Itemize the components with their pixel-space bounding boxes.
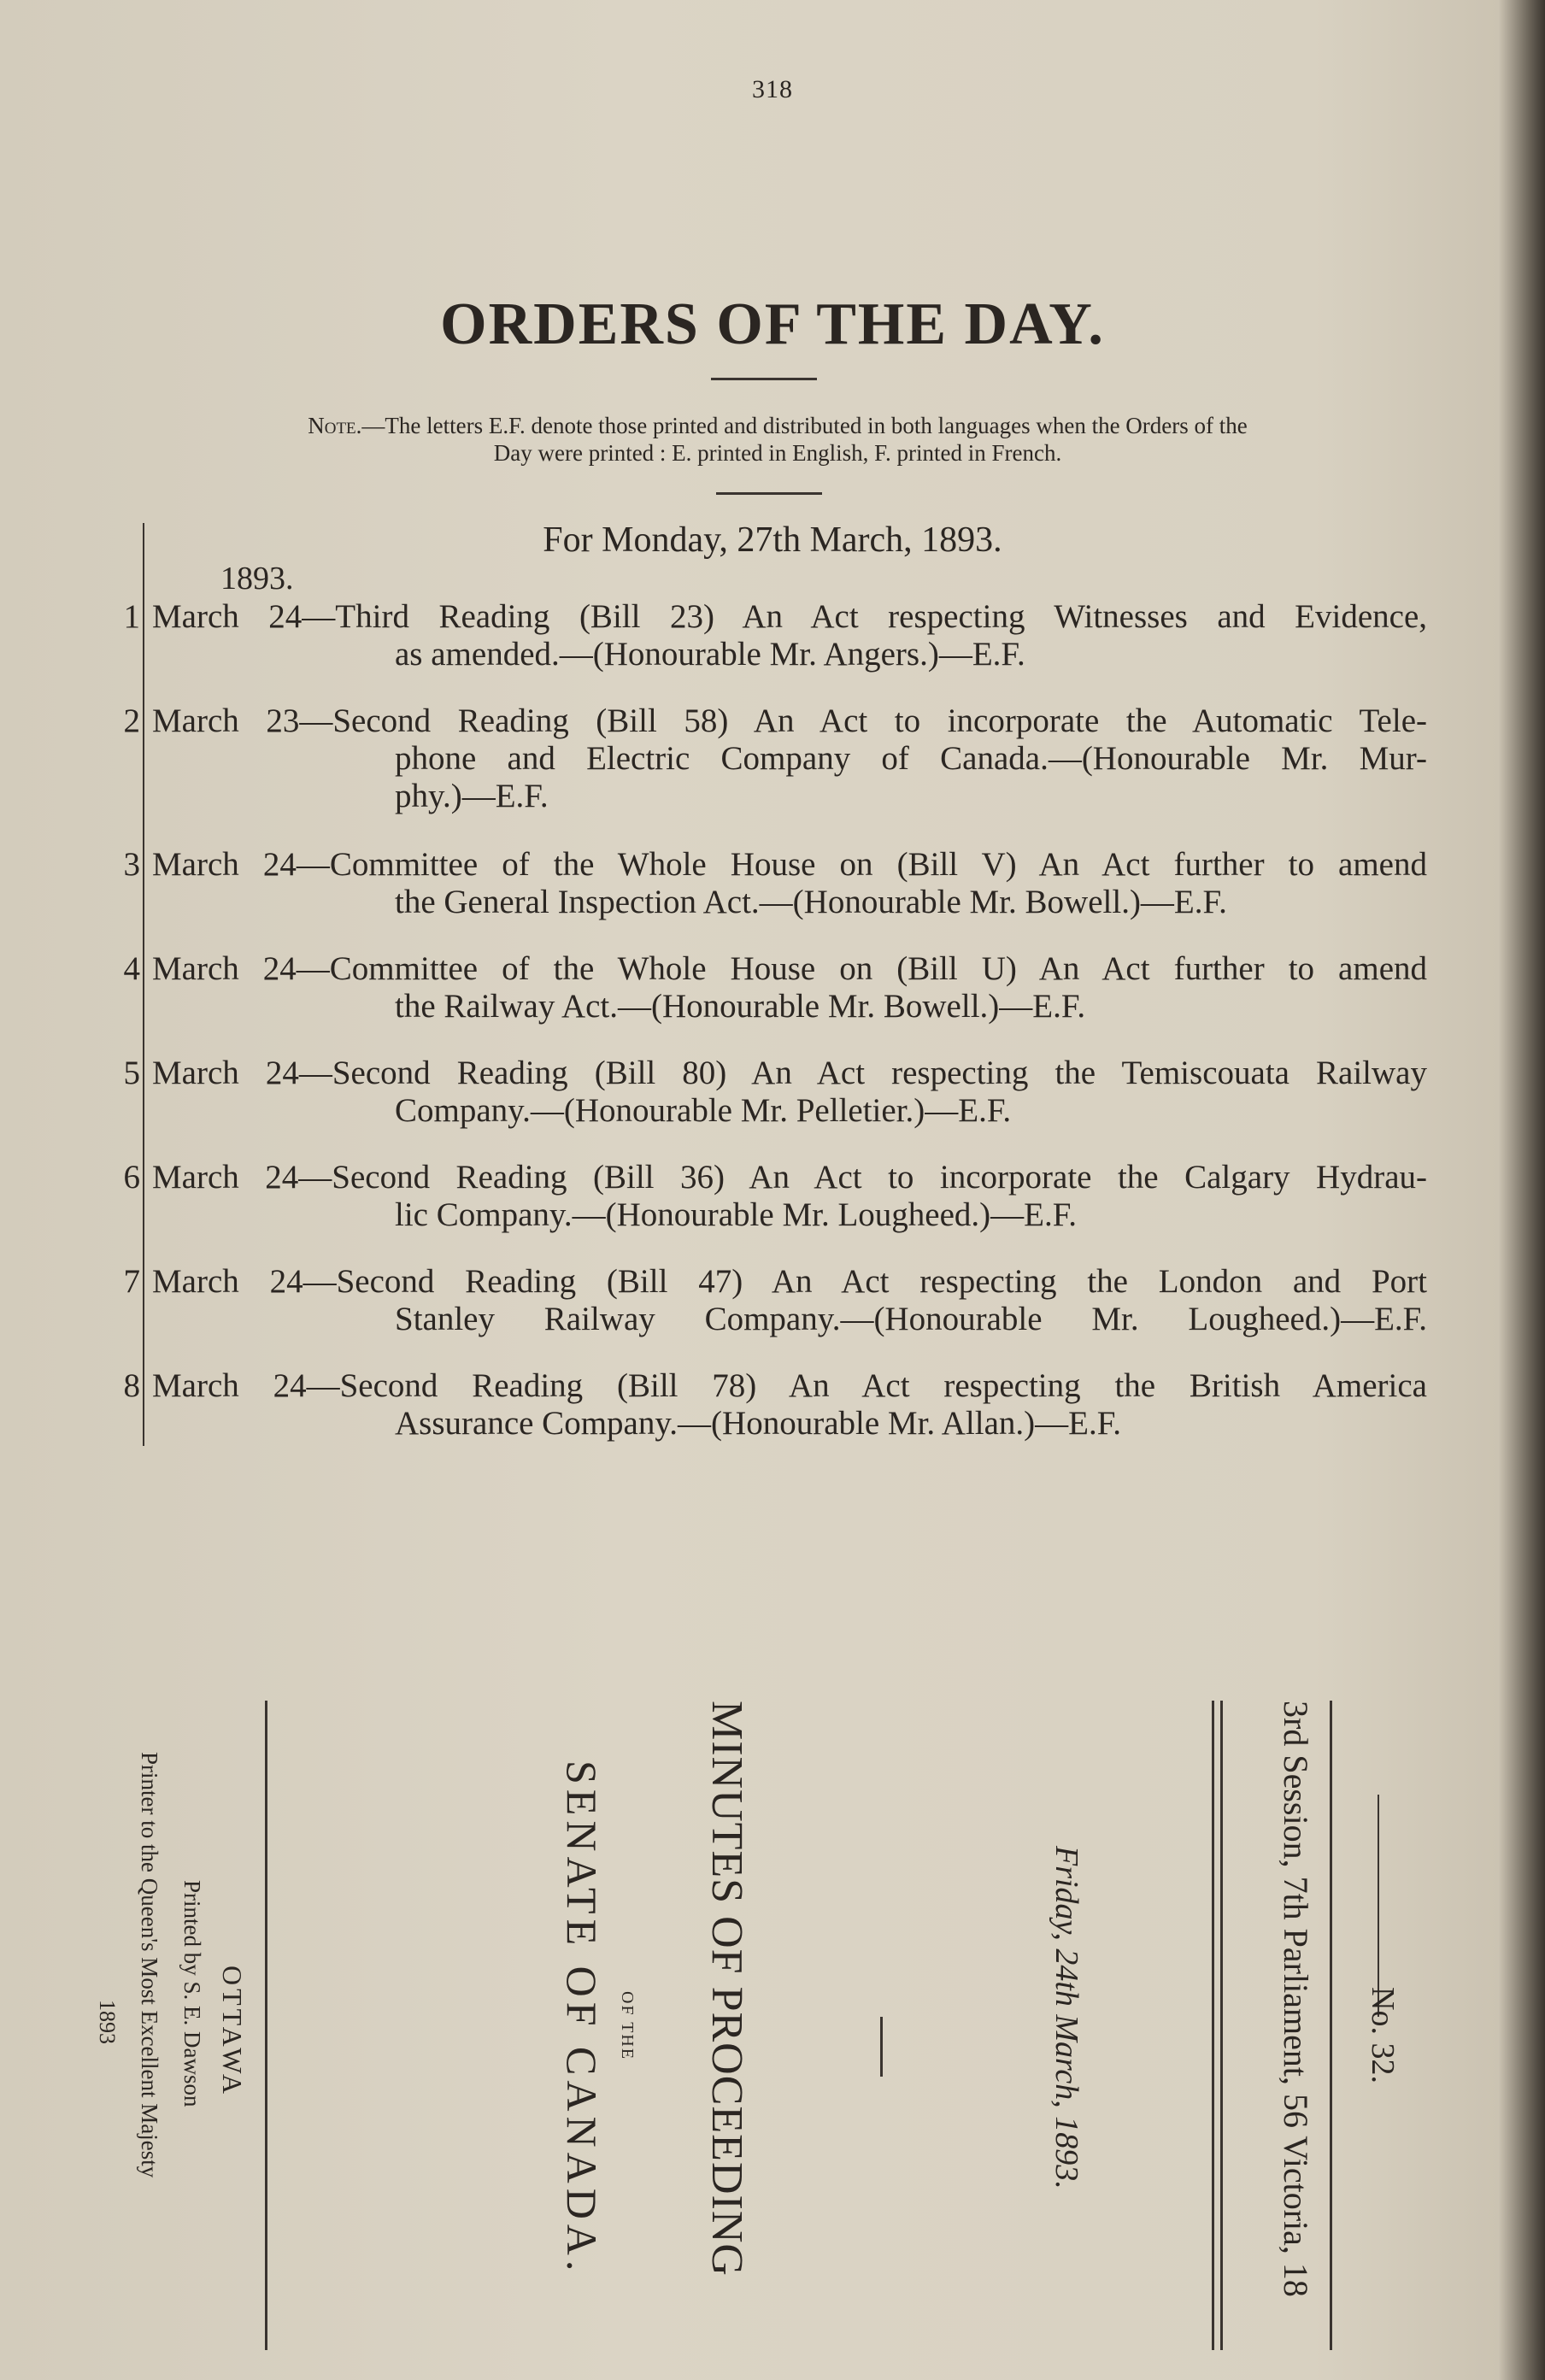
cover-border-right — [1212, 1701, 1214, 2350]
cover-of-the: OF THE — [618, 1991, 637, 2061]
order-text — [152, 950, 1427, 1025]
order-line: Assurance Company.—(Honourable Mr. Allan.)—E.F. — [395, 1405, 1122, 1442]
order-number: 6 — [123, 1159, 140, 1196]
order-text — [152, 1055, 1427, 1130]
year-label: 1893. — [220, 561, 294, 596]
cover-number-rule — [1378, 1795, 1379, 2017]
date-header: For Monday, 27th March, 1893. — [543, 520, 1002, 560]
order-line: phone and Electric Company of Canada.—(Honourable Mr. Mur- — [395, 740, 1427, 777]
note-label: Note. — [308, 413, 362, 438]
order-number: 2 — [123, 702, 140, 739]
cover-printer: Printer to the Queen's Most Excellent Majesty — [137, 1752, 162, 2178]
cover-border-right-double — [1220, 1701, 1223, 2350]
order-number: 8 — [123, 1367, 140, 1404]
order-text — [152, 1159, 1427, 1234]
title-rule — [711, 378, 817, 380]
order-text — [152, 1367, 1427, 1443]
cover-year: 1893 — [95, 2000, 120, 2044]
margin-rule — [143, 523, 144, 1446]
order-number: 5 — [123, 1055, 140, 1091]
note — [128, 412, 1427, 467]
order-line: March 24—Committee of the Whole House on (Bill V) An Act further to amend — [152, 846, 1427, 883]
order-line: March 24—Second Reading (Bill 47) An Act respecting the London and Port — [152, 1263, 1427, 1300]
order-number: 7 — [123, 1263, 140, 1300]
order-number: 4 — [123, 950, 140, 987]
cover-border-outer — [1330, 1701, 1332, 2350]
order-line: the General Inspection Act.—(Honourable Mr. Bowell.)—E.F. — [395, 884, 1227, 920]
order-number: 3 — [123, 846, 140, 883]
cover-date: Friday, 24th March, 1893. — [1049, 1846, 1084, 2189]
order-line: Company.—(Honourable Mr. Pelletier.)—E.F. — [395, 1092, 1012, 1129]
order-line: March 24—Second Reading (Bill 36) An Act to incorporate the Calgary Hydrau- — [152, 1159, 1427, 1196]
order-text — [152, 846, 1427, 921]
note-rule — [716, 492, 822, 495]
order-line: March 24—Second Reading (Bill 78) An Act respecting the British America — [152, 1367, 1427, 1404]
page-title: ORDERS OF THE DAY. — [440, 291, 1105, 357]
cover-ottawa: OTTAWA — [217, 1966, 248, 2097]
cover-session: 3rd Session, 7th Parliament, 56 Victoria, 18 — [1277, 1701, 1315, 2297]
order-line: March 24—Second Reading (Bill 80) An Act respecting the Temiscouata Railway — [152, 1055, 1427, 1091]
cover-number: No. 32. — [1365, 1987, 1401, 2083]
order-line: Stanley Railway Company.—(Honourable Mr. Lougheed.)—E.F. — [395, 1301, 1427, 1337]
cover-border-left — [265, 1701, 267, 2350]
order-line: lic Company.—(Honourable Mr. Lougheed.)—E.F. — [395, 1196, 1078, 1233]
order-text — [152, 702, 1427, 815]
cover-printed-by: Printed by S. E. Dawson — [179, 1880, 205, 2107]
cover-senate: SENATE OF CANADA. — [558, 1760, 606, 2277]
note-text-1: —The letters E.F. denote those printed and distributed in both languages when the Orders of the — [361, 413, 1248, 438]
order-line: March 23—Second Reading (Bill 58) An Act to incorporate the Automatic Tele- — [152, 702, 1427, 739]
order-line: March 24—Committee of the Whole House on (Bill U) An Act further to amend — [152, 950, 1427, 987]
order-line: the Railway Act.—(Honourable Mr. Bowell.)—E.F. — [395, 988, 1086, 1025]
order-line: as amended.—(Honourable Mr. Angers.)—E.F. — [395, 636, 1025, 673]
order-line: phy.)—E.F. — [395, 778, 549, 814]
cover-minutes-heading: MINUTES OF PROCEEDING — [702, 1701, 751, 2277]
page-number: 318 — [752, 75, 793, 103]
note-line-2: Day were printed : E. printed in English, F. printed in French. — [493, 440, 1062, 466]
note-line-1 — [128, 412, 1427, 439]
order-line: March 24—Third Reading (Bill 23) An Act respecting Witnesses and Evidence, — [152, 598, 1427, 635]
order-number: 1 — [123, 598, 140, 635]
order-text — [152, 598, 1427, 673]
order-text — [152, 1263, 1427, 1338]
cover-mark — [880, 2017, 883, 2077]
